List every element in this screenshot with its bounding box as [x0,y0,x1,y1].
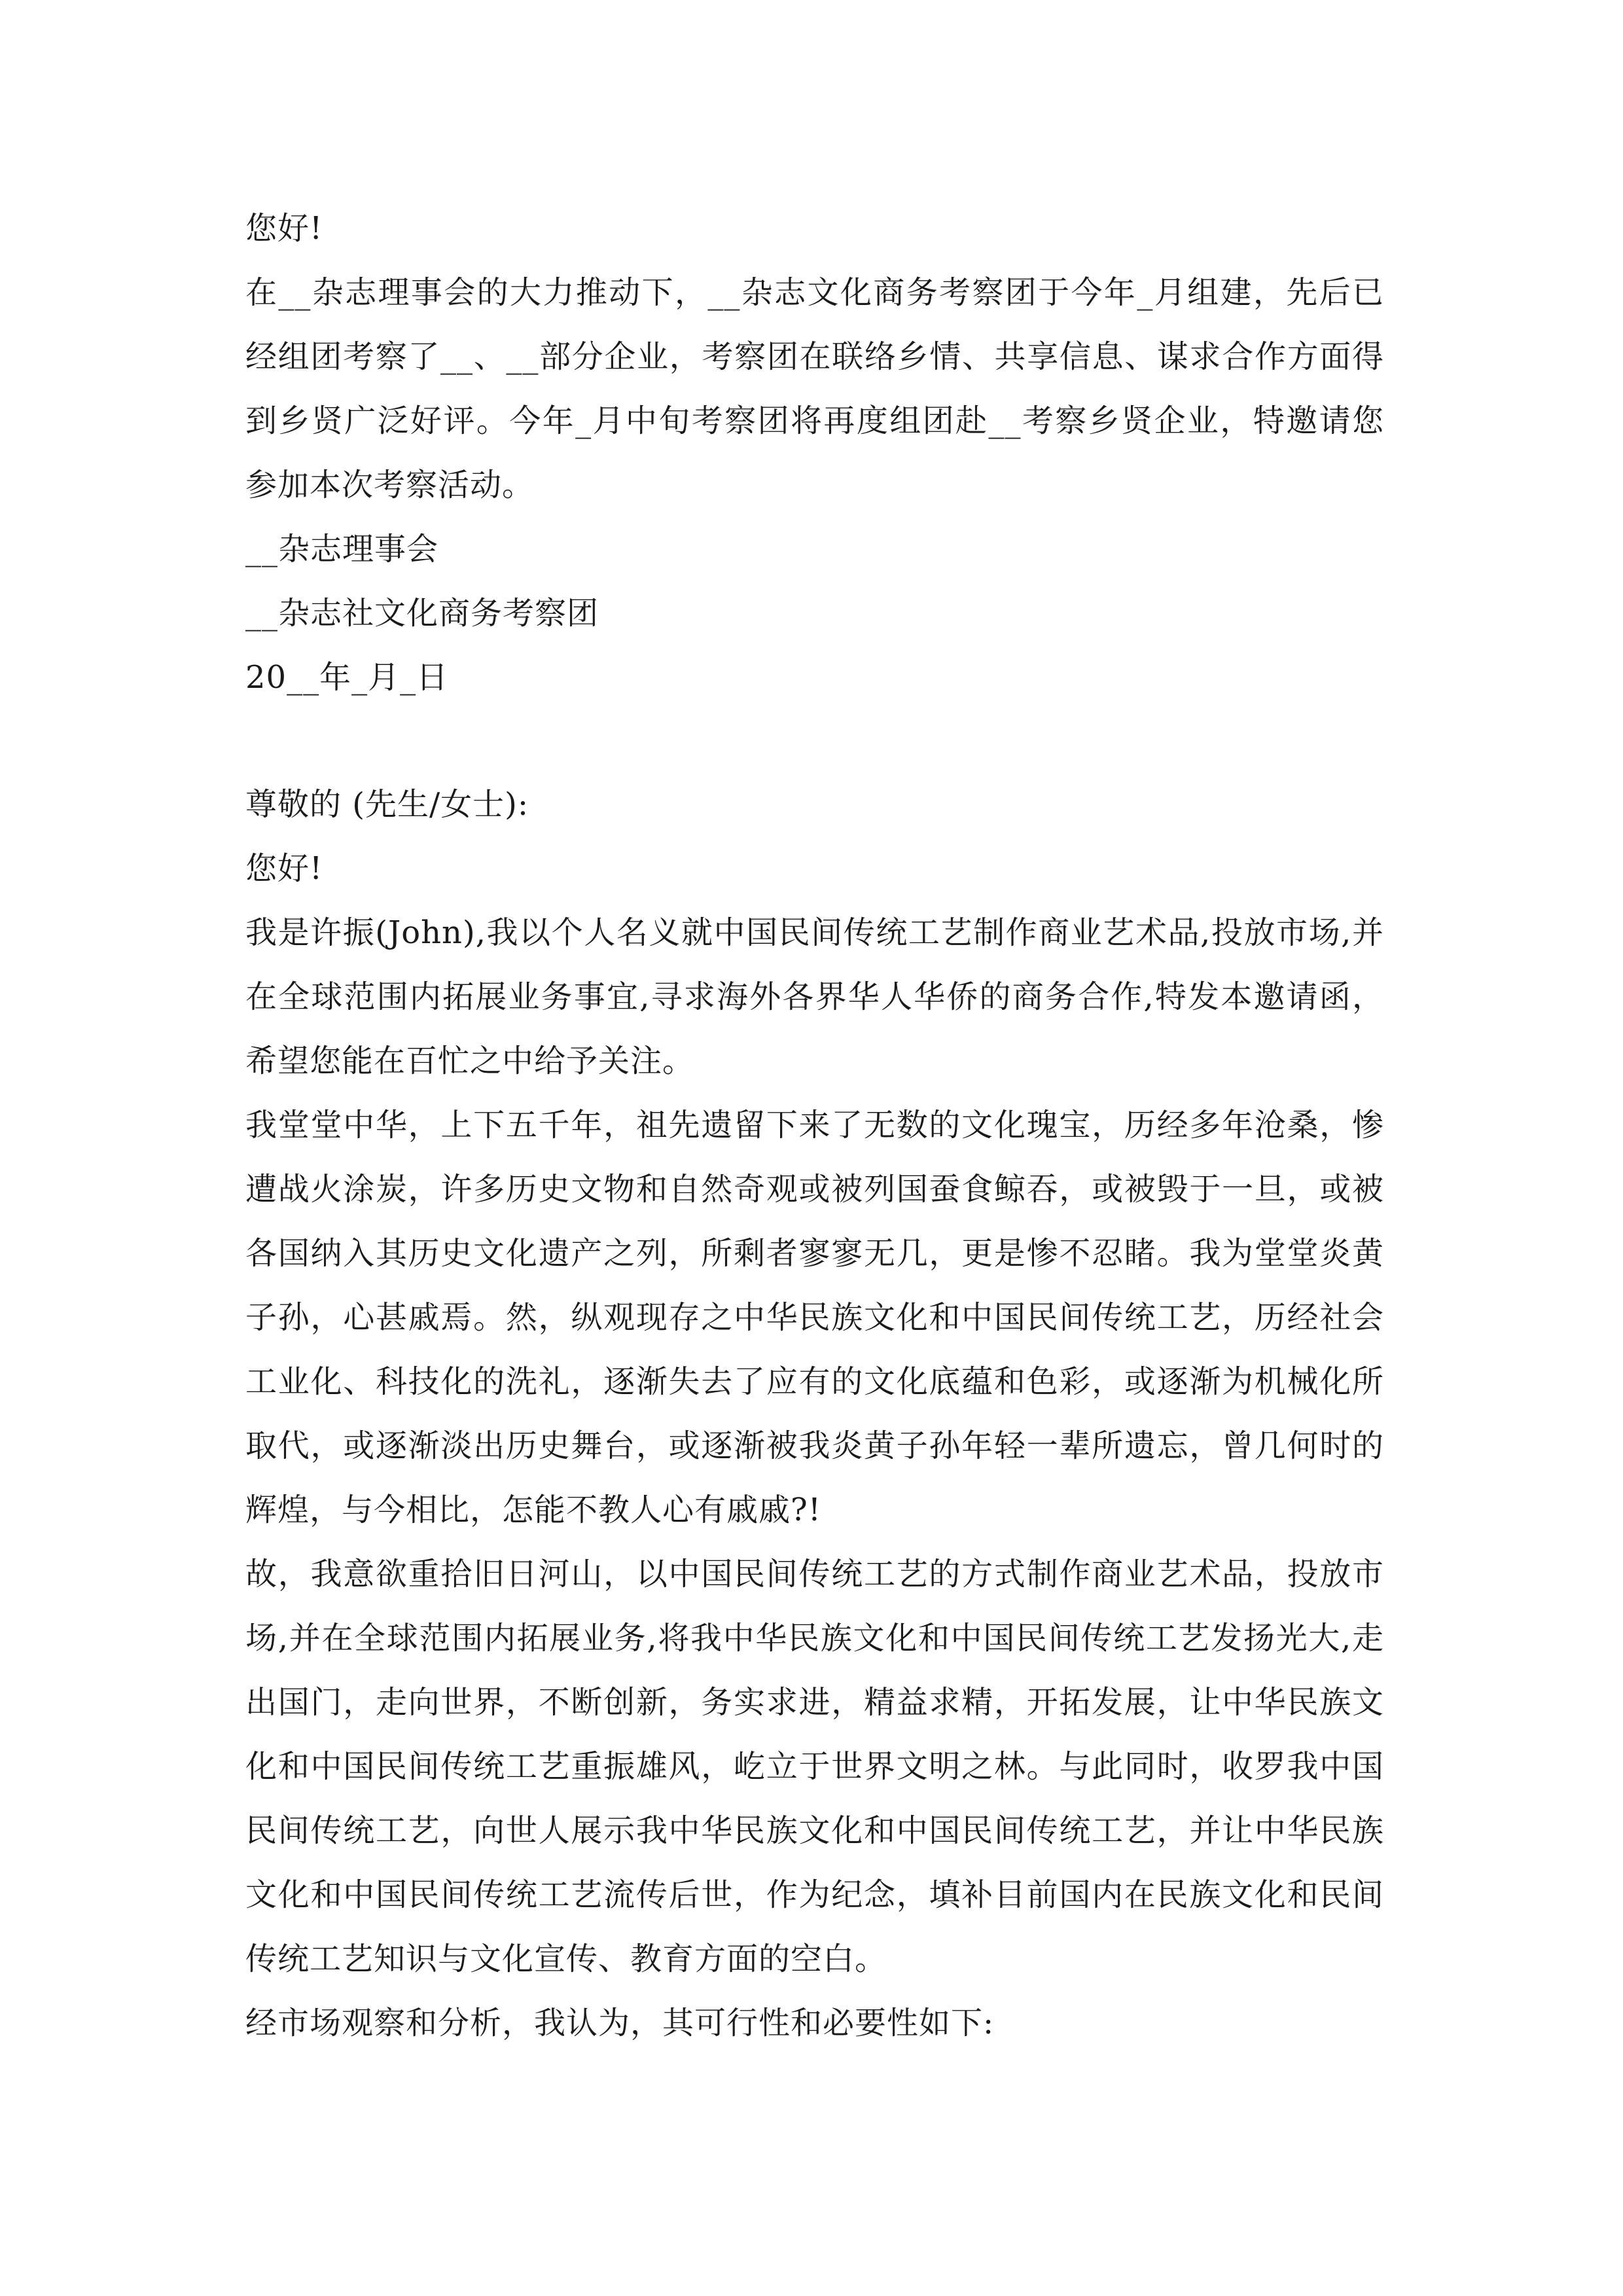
paragraph-introduction: 我是许振(John),我以个人名义就中国民间传统工艺制作商业艺术品,投放市场,并在全球范围内拓展业务事宜,寻求海外各界华人华侨的商务合作,特发本邀请函，希望您能在百忙之中给予关注。 [245,914,1384,1079]
salutation: 尊敬的 (先生/女士): [245,786,529,823]
greeting: 您好! [245,850,323,887]
letter-body-paragraph: 在__杂志理事会的大力推动下，__杂志文化商务考察团于今年_月组建，先后已经组团考察了__、__部分企业，考察团在联络乡情、共享信息、谋求合作方面得到乡贤广泛好评。今年_月中旬考察团将再度组团赴__考察乡贤企业，特邀请您参加本次考察活动。 [245,274,1384,503]
greeting: 您好! [245,210,323,247]
paragraph-feasibility-intro: 经市场观察和分析，我认为，其可行性和必要性如下: [245,2005,995,2041]
letter-date: 20__年_月_日 [245,659,449,696]
invitation-letter-john [245,772,1384,2055]
signature-council: __杂志理事会 [245,531,439,567]
paragraph-cultural-heritage: 我堂堂中华，上下五千年，祖先遗留下来了无数的文化瑰宝，历经多年沧桑，惨遭战火涂炭，许多历史文物和自然奇观或被列国蚕食鲸吞，或被毁于一旦，或被各国纳入其历史文化遗产之列，所剩者寥寥无几，更是惨不忍睹。我为堂堂炎黄子孙，心甚戚焉。然，纵观现存之中华民族文化和中国民间传统工艺，历经社会工业化、科技化的洗礼，逐渐失去了应有的文化底蕴和色彩，或逐渐为机械化所取代，或逐渐淡出历史舞台，或逐渐被我炎黄子孙年轻一辈所遗忘，曾几何时的辉煌，与今相比，怎能不教人心有戚戚?! [245,1107,1384,1528]
signature-delegation: __杂志社文化商务考察团 [245,595,599,632]
invitation-letter-magazine [245,196,1384,709]
paragraph-intent: 故，我意欲重拾旧日河山，以中国民间传统工艺的方式制作商业艺术品，投放市场,并在全球范围内拓展业务,将我中华民族文化和中国民间传统工艺发扬光大,走出国门，走向世界，不断创新，务实求进，精益求精，开拓发展，让中华民族文化和中国民间传统工艺重振雄风，屹立于世界文明之林。与此同时，收罗我中国民间传统工艺，向世人展示我中华民族文化和中国民间传统工艺，并让中华民族文化和中国民间传统工艺流传后世，作为纪念，填补目前国内在民族文化和民间传统工艺知识与文化宣传、教育方面的空白。 [245,1556,1384,1977]
